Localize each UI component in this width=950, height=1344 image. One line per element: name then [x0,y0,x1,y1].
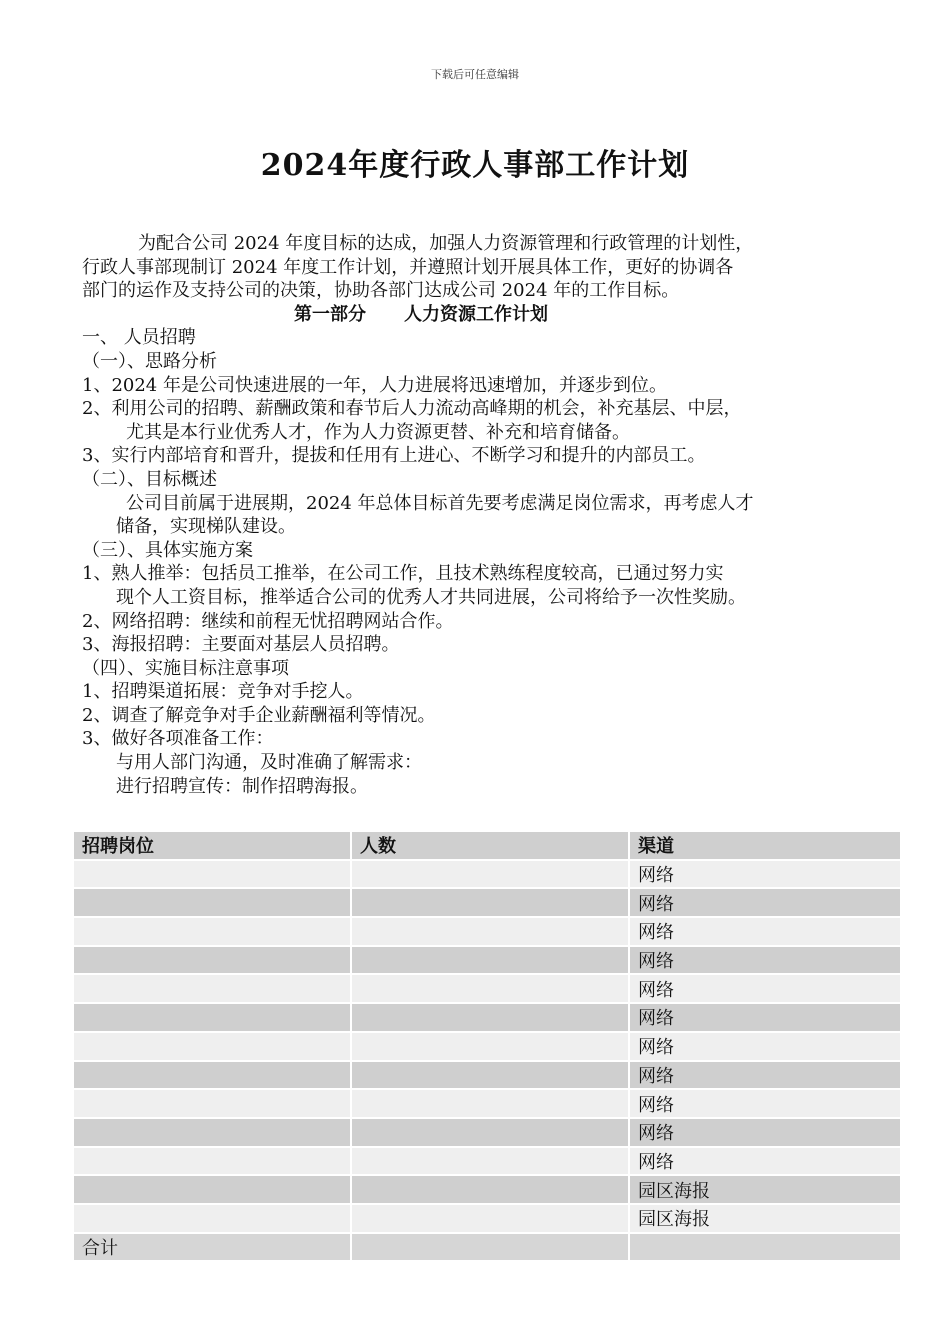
position-cell [74,1090,350,1119]
channel-cell: 园区海报 [630,1205,900,1234]
channel-cell: 网络 [630,947,900,976]
list-item: 3、做好各项准备工作： [82,728,274,750]
count-cell [352,1176,628,1205]
intro-line: 行政人事部现制订 2024 年度工作计划，并遵照计划开展具体工作，更好的协调各 [82,256,734,278]
paragraph-line: 储备，实现梯队建设。 [116,516,296,538]
list-item-continuation: 现个人工资目标，推举适合公司的优秀人才共同进展，公司将给予一次性奖励。 [116,586,746,608]
count-cell [352,861,628,890]
table-row [74,1004,900,1033]
total-count-cell [352,1234,628,1263]
channel-cell: 网络 [630,889,900,918]
list-item: 1、2024 年是公司快速进展的一年，人力进展将迅速增加，并逐步到位。 [82,374,667,396]
paragraph-line: 公司目前属于进展期，2024 年总体目标首先要考虑满足岗位需求，再考虑人才 [126,492,754,514]
table-header-row [74,832,900,861]
intro-line: 部门的运作及支持公司的决策，协助各部门达成公司 2024 年的工作目标。 [82,280,680,302]
channel-cell: 网络 [630,1148,900,1177]
list-item: 3、实行内部培育和晋升，提拔和任用有上进心、不断学习和提升的内部员工。 [82,445,706,467]
table-total-row [74,1234,900,1263]
table-row [74,1176,900,1205]
count-cell [352,1033,628,1062]
channel-cell: 网络 [630,1033,900,1062]
channel-cell: 网络 [630,1090,900,1119]
channel-cell: 网络 [630,975,900,1004]
header-count: 人数 [352,832,628,861]
list-item: 1、招聘渠道拓展：竞争对手挖人。 [82,681,364,703]
position-cell [74,1148,350,1177]
list-item-continuation: 尤其是本行业优秀人才，作为人力资源更替、补充和培育储备。 [126,421,630,443]
header-position: 招聘岗位 [74,832,350,861]
count-cell [352,918,628,947]
list-item: 2、网络招聘：继续和前程无忧招聘网站合作。 [82,610,454,632]
count-cell [352,947,628,976]
channel-cell: 网络 [630,918,900,947]
position-cell [74,1033,350,1062]
count-cell [352,1062,628,1091]
header-note: 下载后可任意编辑 [431,68,519,81]
position-cell [74,1205,350,1234]
table-row [74,1205,900,1234]
table-row [74,918,900,947]
sub-item: 进行招聘宣传：制作招聘海报。 [116,775,368,797]
count-cell [352,1119,628,1148]
channel-cell: 网络 [630,861,900,890]
list-item: 2、调查了解竞争对手企业薪酬福利等情况。 [82,704,436,726]
position-cell [74,975,350,1004]
sub-item: 与用人部门沟通，及时准确了解需求： [116,752,422,774]
channel-cell: 网络 [630,1062,900,1091]
position-cell [74,1119,350,1148]
table-row [74,947,900,976]
position-cell [74,1004,350,1033]
count-cell [352,1090,628,1119]
count-cell [352,1148,628,1177]
channel-cell: 网络 [630,1004,900,1033]
recruitment-table [72,832,902,1262]
intro-line: 为配合公司 2024 年度目标的达成，加强人力资源管理和行政管理的计划性， [138,233,754,254]
list-item: 3、海报招聘：主要面对基层人员招聘。 [82,634,400,656]
table-row [74,861,900,890]
count-cell [352,889,628,918]
table-row [74,1062,900,1091]
header-channel: 渠道 [630,832,900,861]
part-name: 人力资源工作计划 [404,303,548,325]
table-row [74,1119,900,1148]
table-row [74,1148,900,1177]
position-cell [74,1062,350,1091]
subsection-heading: （二）、目标概述 [82,468,217,490]
count-cell [352,1004,628,1033]
document-body [82,232,912,798]
position-cell [74,918,350,947]
part-heading [82,303,912,327]
table-row [74,1033,900,1062]
channel-cell: 园区海报 [630,1176,900,1205]
list-item: 2、利用公司的招聘、薪酬政策和春节后人力流动高峰期的机会，补充基层、中层， [82,398,742,420]
list-item: 1、熟人推举：包括员工推举，在公司工作，且技术熟练程度较高，已通过努力实 [82,563,724,585]
table-row [74,975,900,1004]
subsection-heading: （三）、具体实施方案 [82,539,253,561]
section-heading: 一、 人员招聘 [82,327,196,349]
total-label: 合计 [74,1234,350,1263]
position-cell [74,947,350,976]
count-cell [352,1205,628,1234]
position-cell [74,1176,350,1205]
position-cell [74,889,350,918]
subsection-heading: （一）、思路分析 [82,350,217,372]
document-title: 2024年度行政人事部工作计划 [260,148,690,183]
part-number: 第一部分 [294,303,366,325]
table-row [74,889,900,918]
total-channel-cell [630,1234,900,1263]
channel-cell: 网络 [630,1119,900,1148]
subsection-heading: （四）、实施目标注意事项 [82,657,289,679]
table-row [74,1090,900,1119]
count-cell [352,975,628,1004]
position-cell [74,861,350,890]
